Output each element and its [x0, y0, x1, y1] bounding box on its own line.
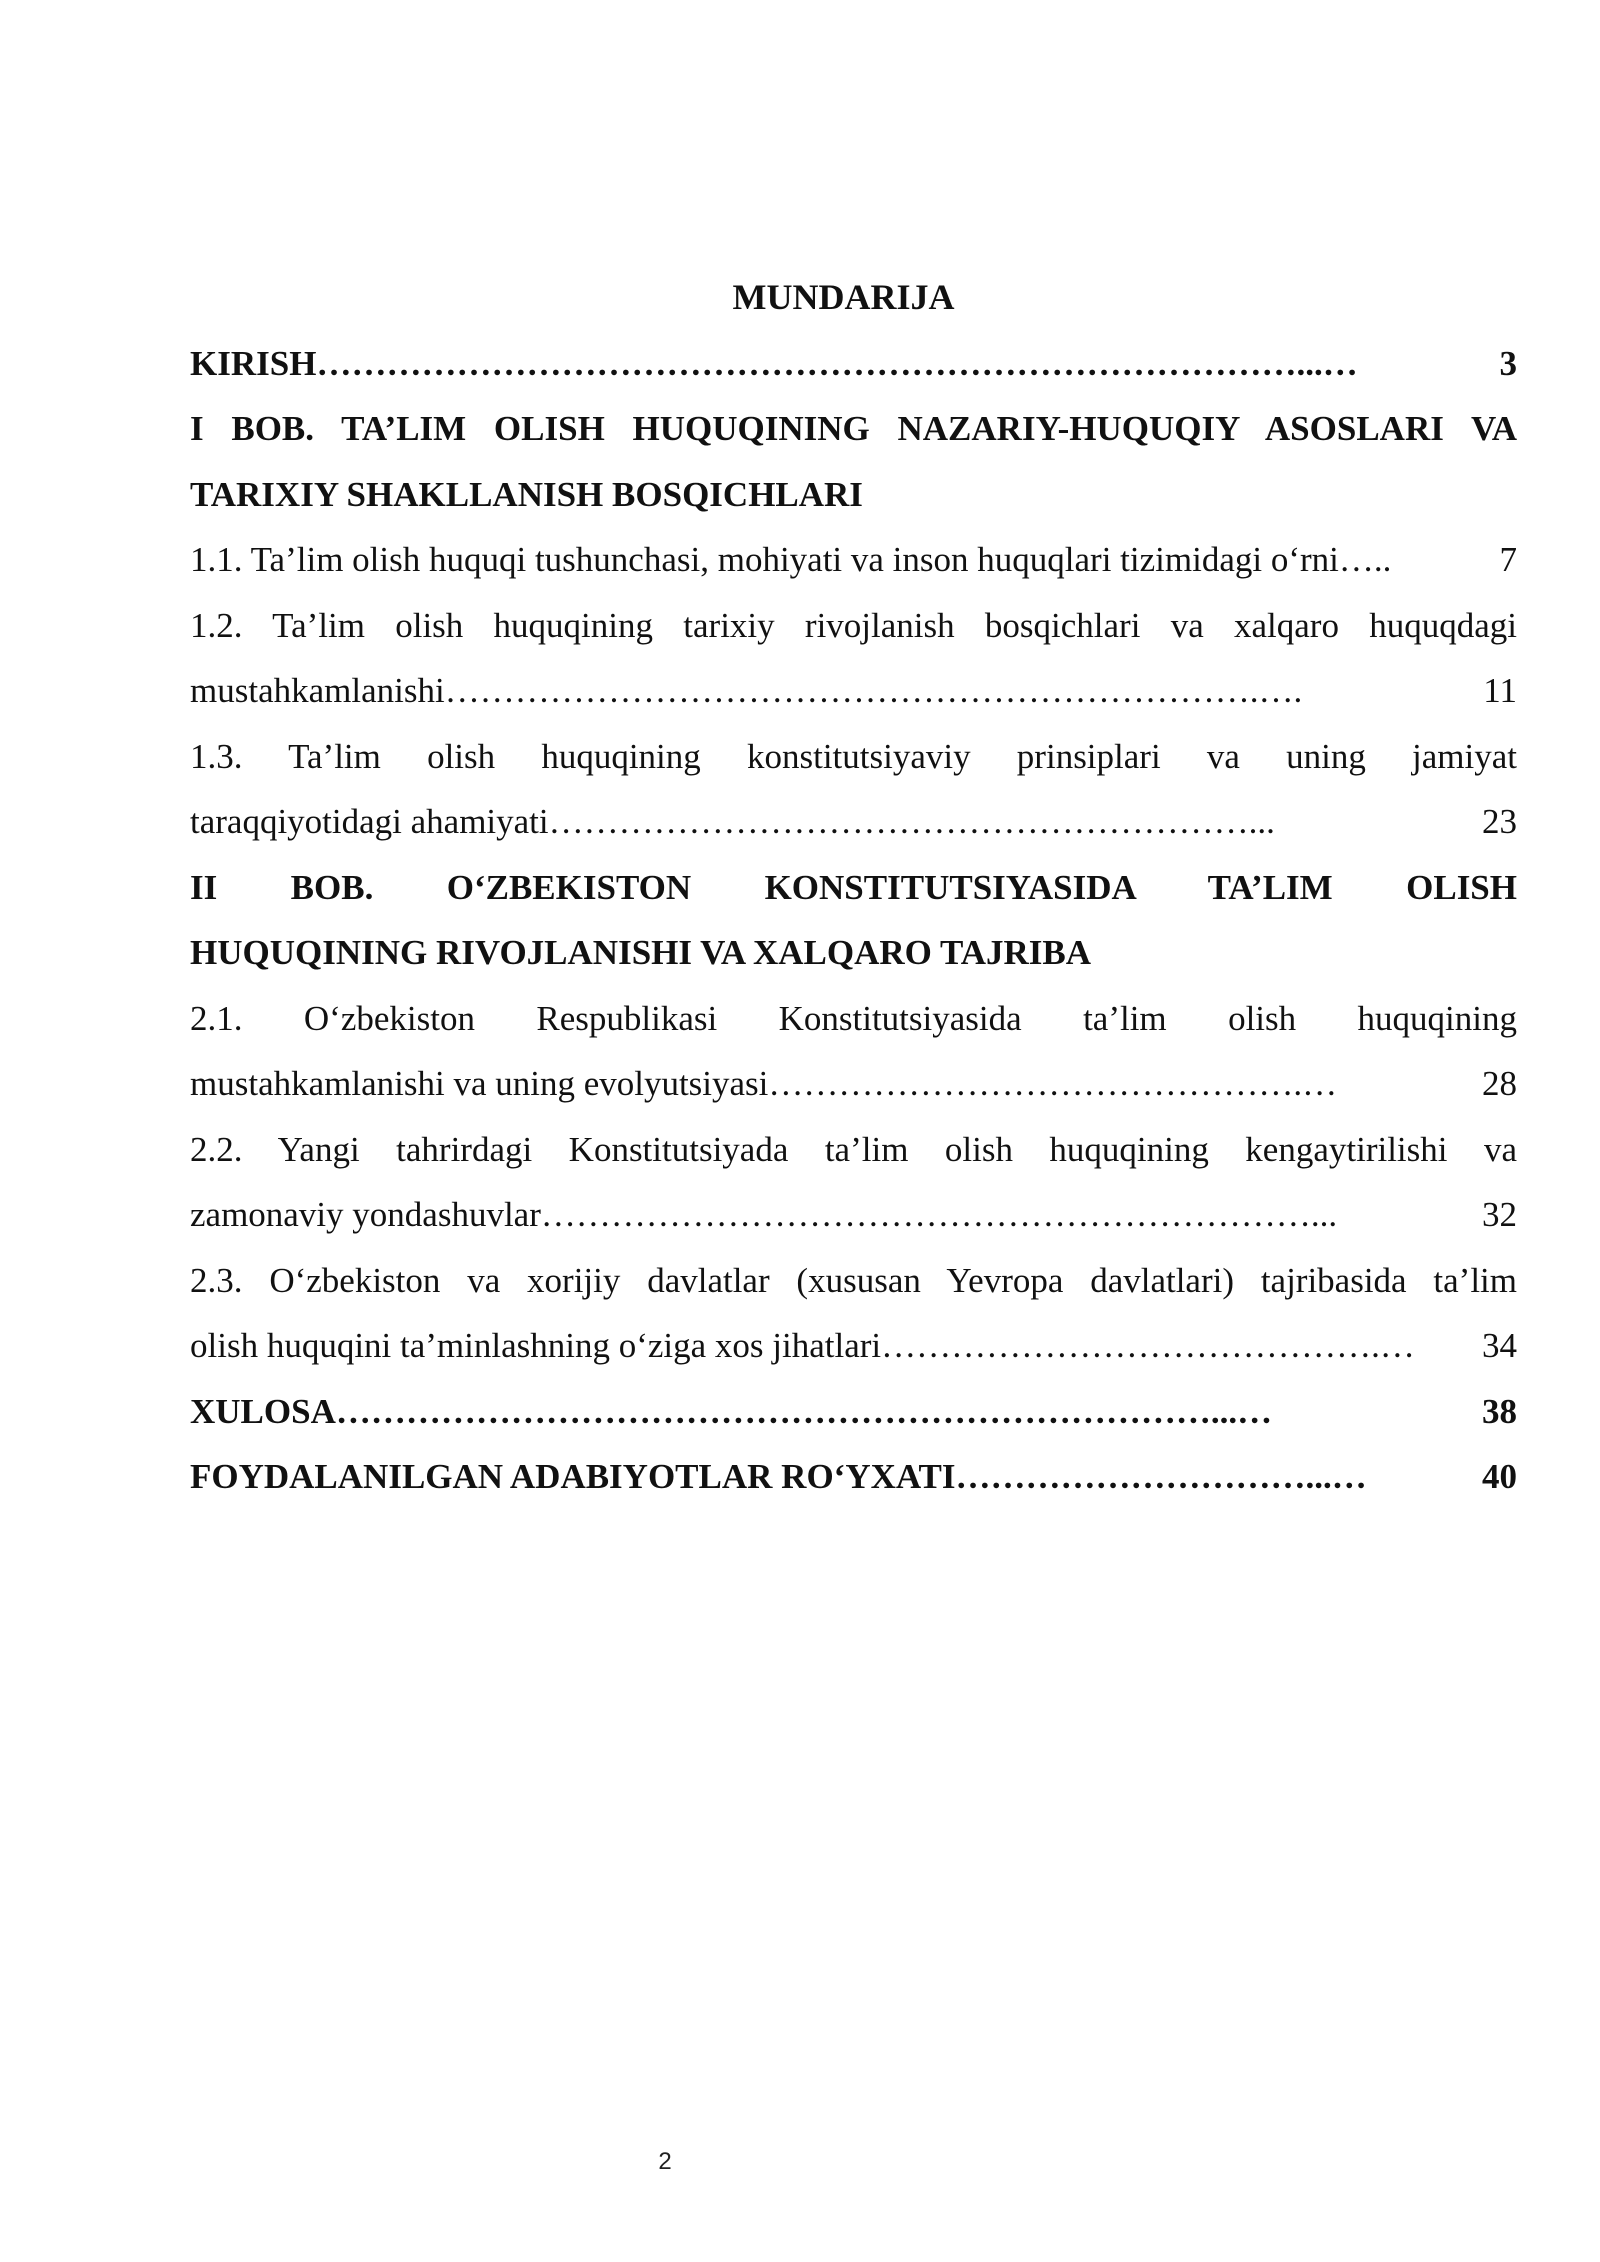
toc-page-number: 34: [1482, 1326, 1517, 1365]
toc-leader: …………………………...…: [955, 1457, 1367, 1496]
toc-entry-1-3-line-1: 1.3. Ta’lim olish huquqining konstitutsiyaviy prinsiplari va uning jamiyat: [190, 736, 1517, 776]
toc-entry-1-2-line-1: 1.2. Ta’lim olish huquqining tarixiy rivojlanish bosqichlari va xalqaro huquqdagi: [190, 605, 1517, 645]
toc-entry-2-1: [190, 1051, 1517, 1117]
toc-chapter-2-line-2: HUQUQINING RIVOJLANISHI VA XALQARO TAJRIBA: [190, 933, 1092, 972]
toc-page-number: 7: [1499, 540, 1517, 579]
toc-entry-1-3: [190, 789, 1517, 855]
toc-page-number: 40: [1482, 1457, 1517, 1496]
toc-leader: …………………………………………………………….….: [444, 671, 1303, 710]
toc-entry-text: KIRISH: [190, 343, 317, 383]
toc-entry-1-2: [190, 658, 1517, 724]
toc-entry-text: taraqqiyotidagi ahamiyati: [190, 802, 549, 841]
toc-chapter-1-line-1: I BOB. TA’LIM OLISH HUQUQINING NAZARIY-HUQUQIY ASOSLARI VA: [190, 409, 1517, 448]
toc-entry-text: XULOSA: [190, 1391, 336, 1431]
toc-page-number: 28: [1482, 1064, 1517, 1103]
toc-page-number: 3: [1499, 343, 1517, 383]
table-of-contents: [190, 265, 1517, 1510]
toc-title: MUNDARIJA: [732, 277, 955, 317]
toc-entry-2-3: [190, 1313, 1517, 1379]
toc-entry-text: mustahkamlanishi: [190, 671, 445, 710]
toc-leader: ……………………………………….…: [768, 1064, 1338, 1103]
toc-leader: …………………………………….…: [881, 1326, 1415, 1365]
toc-entry-2-1-line-1: 2.1. O‘zbekiston Respublikasi Konstitutsiyasida ta’lim olish huquqining: [190, 998, 1517, 1038]
toc-entry-text: olish huquqini ta’minlashning o‘ziga xos jihatlari: [190, 1326, 882, 1365]
toc-entry-xulosa: [190, 1379, 1517, 1445]
toc-page-number: 23: [1482, 802, 1517, 841]
toc-entry-text: 1.1. Ta’lim olish huquqi tushunchasi, mohiyati va inson huquqlari tizimidagi o‘rni: [190, 540, 1339, 579]
toc-leader: ……………………………………………………...: [548, 802, 1275, 841]
toc-entry-2-3-line-1: 2.3. O‘zbekiston va xorijiy davlatlar (xususan Yevropa davlatlari) tajribasida ta’lim: [190, 1260, 1517, 1300]
toc-leader: …………………………………………………………...: [540, 1195, 1338, 1234]
toc-leader: …..: [1338, 540, 1392, 579]
toc-entry-text: FOYDALANILGAN ADABIYOTLAR RO‘YXATI: [190, 1457, 956, 1496]
toc-entry-text: zamonaviy yondashuvlar: [190, 1195, 541, 1234]
toc-chapter-2-line-1: II BOB. O‘ZBEKISTON KONSTITUTSIYASIDA TA’LIM OLISH: [190, 867, 1517, 907]
toc-page-number: 38: [1482, 1391, 1517, 1431]
toc-entry-2-2-line-1: 2.2. Yangi tahrirdagi Konstitutsiyada ta’lim olish huquqining kengaytirilishi va: [190, 1129, 1517, 1169]
toc-page-number: 11: [1483, 671, 1517, 710]
toc-page-number: 32: [1482, 1195, 1517, 1234]
toc-entry-text: mustahkamlanishi va uning evolyutsiyasi: [190, 1064, 769, 1103]
toc-leader: …………………………………………………………………………...…: [316, 343, 1358, 383]
toc-chapter-1-line-2: TARIXIY SHAKLLANISH BOSQICHLARI: [190, 474, 863, 514]
toc-entry-1-1: [190, 527, 1517, 593]
toc-entry-kirish: [190, 331, 1517, 397]
toc-entry-2-2: [190, 1182, 1517, 1248]
page-number: 2: [658, 2148, 672, 2175]
toc-leader: …………………………………………………………………...…: [335, 1391, 1273, 1431]
toc-entry-adabiyotlar: [190, 1444, 1517, 1510]
